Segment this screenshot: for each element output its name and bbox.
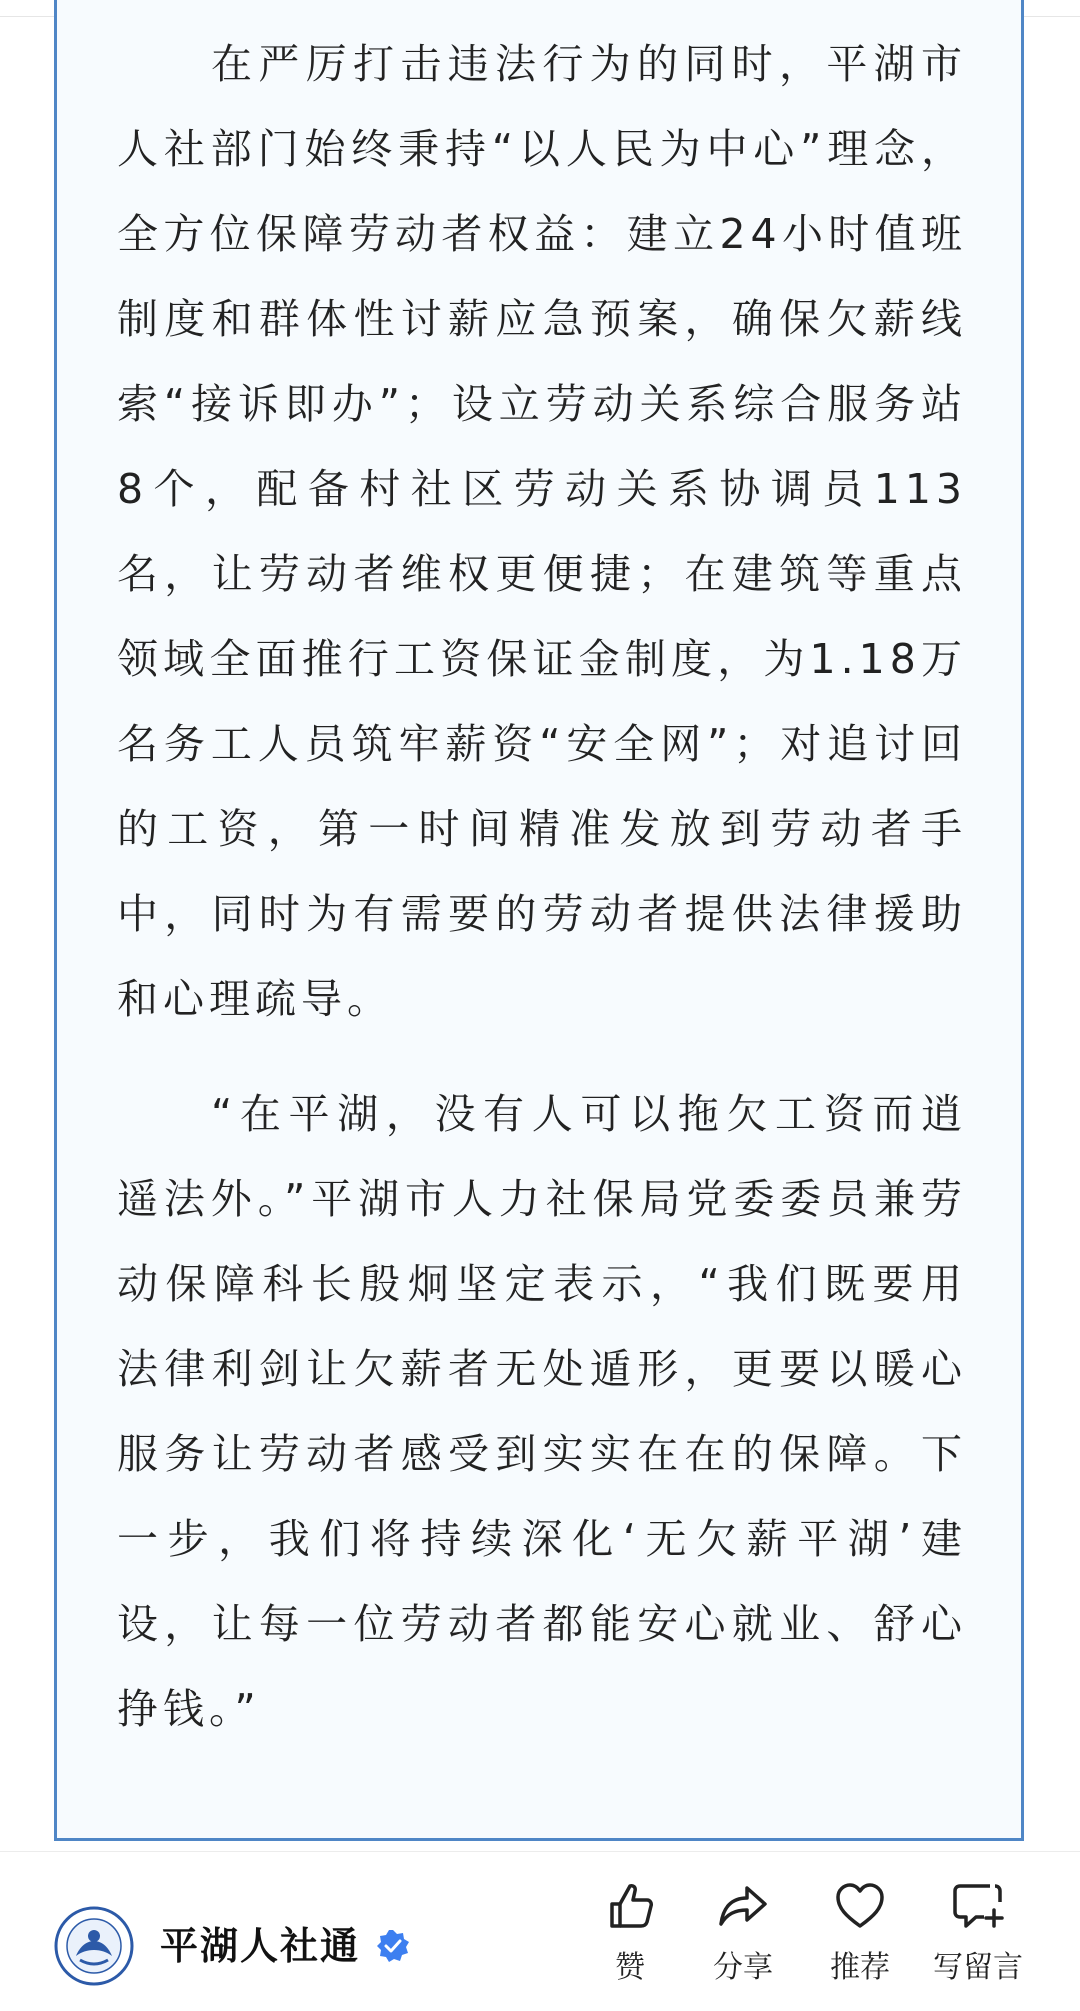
write-comment-label: 写留言 xyxy=(933,1950,1023,1985)
comment-add-icon xyxy=(950,1878,1006,1934)
account-name[interactable]: 平湖人社通 xyxy=(160,1924,361,1968)
like-label: 赞 xyxy=(615,1950,645,1985)
share-arrow-icon xyxy=(715,1878,771,1934)
write-comment-button[interactable] xyxy=(918,1878,1038,1998)
thumbs-up-icon xyxy=(602,1878,658,1934)
heart-icon xyxy=(832,1878,888,1934)
verified-badge-icon xyxy=(375,1928,411,1964)
article-body xyxy=(117,22,967,1752)
recommend-label: 推荐 xyxy=(830,1950,890,1985)
account-logo-icon[interactable] xyxy=(54,1906,134,1986)
like-button[interactable] xyxy=(570,1878,690,1998)
bottom-action-bar xyxy=(0,1851,1080,2011)
recommend-button[interactable] xyxy=(800,1878,920,1998)
article-paragraph-1: 在严厉打击违法行为的同时，平湖市人社部门始终秉持“以人民为中心”理念，全方位保障劳动者权益：建立24小时值班制度和群体性讨薪应急预案，确保欠薪线索“接诉即办”；设立劳动关系综合服务站8个，配备村社区劳动关系协调员113名，让劳动者维权更便捷；在建筑等重点领域全面推行工资保证金制度，为1.18万名务工人员筑牢薪资“安全网”；对追讨回的工资，第一时间精准发放到劳动者手中，同时为有需要的劳动者提供法律援助和心理疏导。 xyxy=(117,40,967,1023)
share-label: 分享 xyxy=(713,1950,773,1985)
article-frame xyxy=(54,0,1024,1841)
article-paragraph-2: “在平湖，没有人可以拖欠工资而逍遥法外。”平湖市人力社保局党委委员兼劳动保障科长殷炯坚定表示，“我们既要用法律利剑让欠薪者无处遁形，更要以暖心服务让劳动者感受到实实在在的保障。下一步，我们将持续深化‘无欠薪平湖’建设，让每一位劳动者都能安心就业、舒心挣钱。” xyxy=(117,1090,967,1733)
share-button[interactable] xyxy=(683,1878,803,1998)
